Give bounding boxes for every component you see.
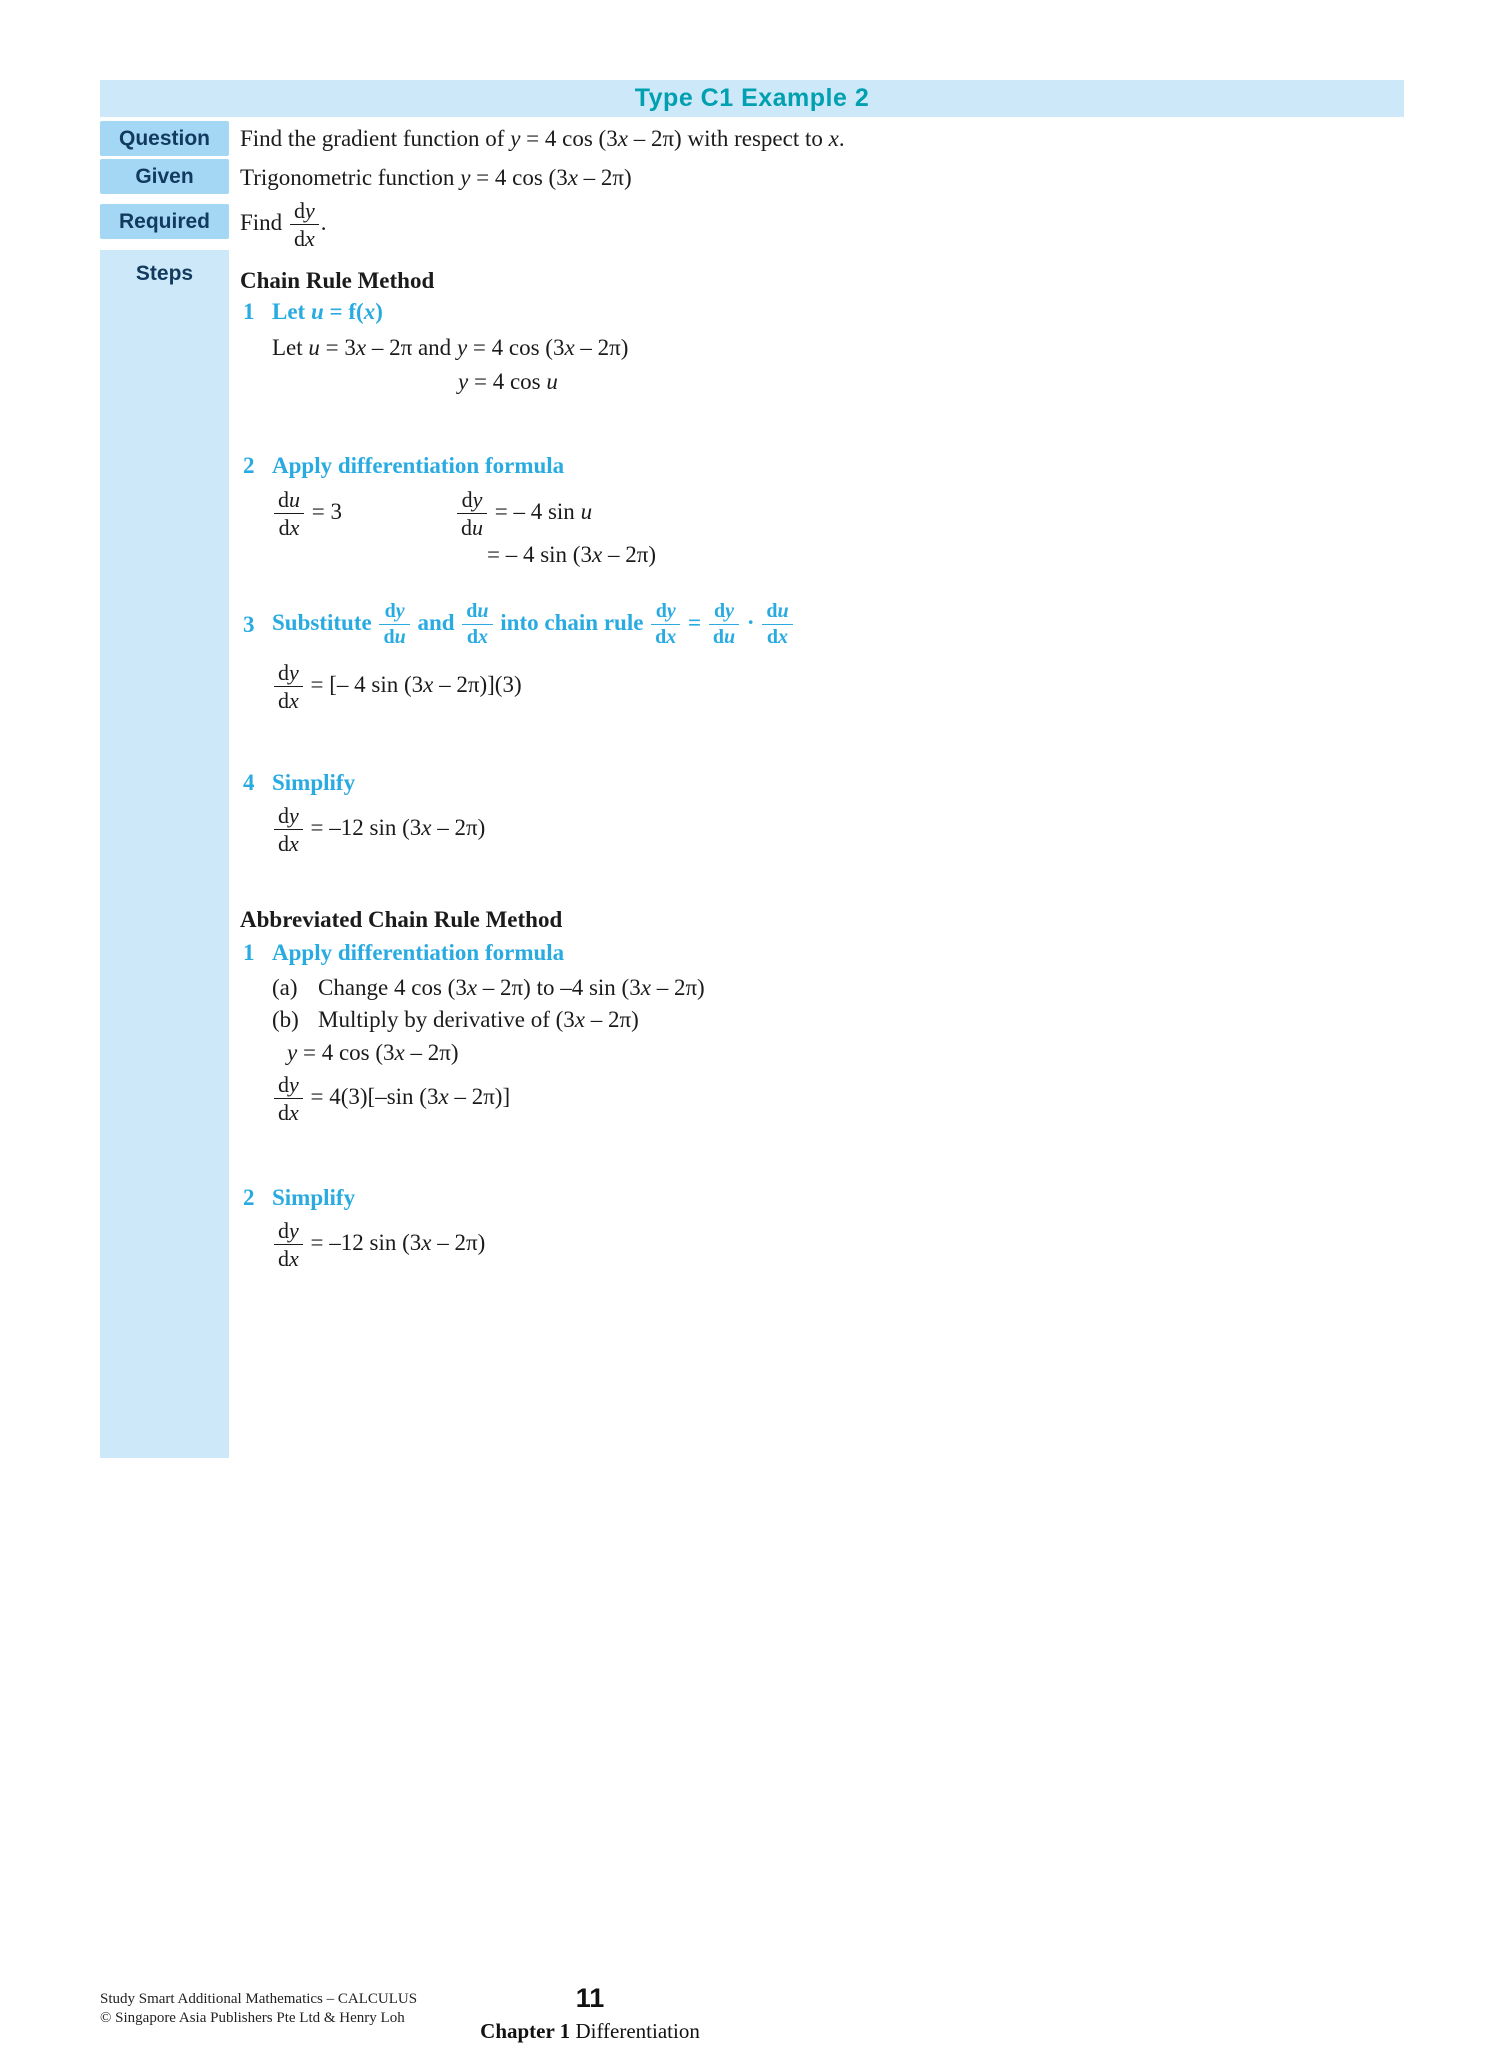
example-title-bar xyxy=(100,80,1404,117)
method1-step3-heading-row xyxy=(243,600,795,649)
method1-step4-heading: Simplify xyxy=(272,770,356,795)
method2-step1-item-a xyxy=(272,973,705,1003)
item-b-label: (b) xyxy=(272,1007,299,1032)
given-text: Trigonometric function y = 4 cos (3x – 2π) xyxy=(240,165,632,190)
method1-step4-heading-row xyxy=(243,768,355,798)
method1-step1-line1: Let u = 3x – 2π and y = 4 cos (3x – 2π) xyxy=(272,335,629,360)
method1-title: Chain Rule Method xyxy=(240,268,435,293)
required-label: Required xyxy=(100,204,229,239)
method1-step3-heading: Substitute $\frac{dy}{du}$ and $\frac{du}{dx}$ into chain rule $\frac{dy}{dx}$ = $\frac{dy}{du}$ · $\frac{du}{dx}$ xyxy=(272,600,795,649)
question-text: Find the gradient function of y = 4 cos (3x – 2π) with respect to x. xyxy=(240,126,845,151)
method2-step1-heading: Apply differentiation formula xyxy=(272,940,565,965)
method2-step2-number: 2 xyxy=(243,1185,255,1210)
method1-step1-heading: Let u = f(x) xyxy=(272,299,383,324)
method1-step1-line2: y = 4 cos u xyxy=(458,369,558,394)
given-label: Given xyxy=(100,159,229,194)
method2-title: Abbreviated Chain Rule Method xyxy=(240,907,563,932)
steps-label: Steps xyxy=(135,262,194,285)
method1-step2-right-equation: $\frac{dy}{du}$ = – 4 sin u xyxy=(455,487,592,540)
item-a-label: (a) xyxy=(272,975,298,1000)
imprint-line1: Study Smart Additional Mathematics – CALCULUS xyxy=(100,1991,418,2007)
item-a-text: Change 4 cos (3x – 2π) to –4 sin (3x – 2π) xyxy=(318,975,705,1000)
method1-step1-number: 1 xyxy=(243,299,255,324)
method2-step2-equation: $\frac{dy}{dx}$ = –12 sin (3x – 2π) xyxy=(272,1218,485,1271)
page-number: 11 xyxy=(575,1983,605,2013)
method1-step2-number: 2 xyxy=(243,453,255,478)
steps-band xyxy=(100,250,229,1458)
required-text: Find $\frac{dy}{dx}$ . xyxy=(240,198,327,252)
imprint-line2: © Singapore Asia Publishers Pte Ltd & Henry Loh xyxy=(100,2009,405,2026)
item-b-text: Multiply by derivative of (3x – 2π) xyxy=(318,1007,639,1032)
method1-step2-continuation: = – 4 sin (3x – 2π) xyxy=(487,542,656,567)
method1-step2-heading-row xyxy=(243,451,564,481)
method2-step1-derivative-line: $\frac{dy}{dx}$ = 4(3)[–sin (3x – 2π)] xyxy=(272,1072,510,1125)
chapter-footer: Chapter 1 Differentiation xyxy=(480,2019,700,2043)
method1-step1-heading-row xyxy=(243,297,383,327)
method2-step2-heading: Simplify xyxy=(272,1185,356,1210)
method1-step2-left-equation: $\frac{du}{dx}$ = 3 xyxy=(272,487,342,540)
method2-step2-heading-row xyxy=(243,1183,355,1213)
method2-step1-function-line: y = 4 cos (3x – 2π) xyxy=(287,1040,459,1065)
method1-step3-equation: $\frac{dy}{dx}$ = [– 4 sin (3x – 2π)](3) xyxy=(272,660,522,713)
method1-step2-heading: Apply differentiation formula xyxy=(272,453,565,478)
method2-step1-item-b xyxy=(272,1005,639,1035)
method2-step1-heading-row xyxy=(243,938,564,968)
method1-step4-number: 4 xyxy=(243,770,255,795)
method1-step3-number: 3 xyxy=(243,611,255,637)
method1-step4-equation: $\frac{dy}{dx}$ = –12 sin (3x – 2π) xyxy=(272,803,485,856)
question-label: Question xyxy=(100,121,229,156)
method2-step1-number: 1 xyxy=(243,940,255,965)
example-title: Type C1 Example 2 xyxy=(634,84,870,112)
